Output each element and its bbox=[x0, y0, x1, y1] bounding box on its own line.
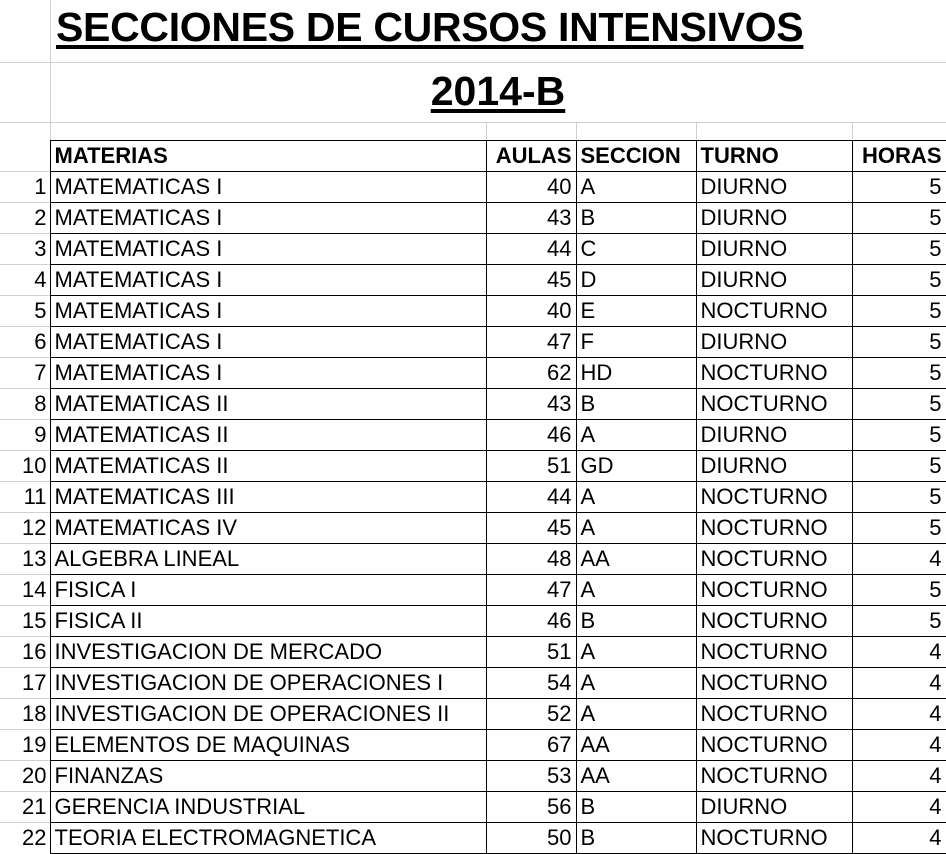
row-number: 19 bbox=[0, 730, 50, 761]
cell-horas: 5 bbox=[852, 265, 946, 296]
cell-seccion: A bbox=[576, 668, 696, 699]
page-subtitle: 2014-B bbox=[430, 68, 566, 114]
cell-seccion: E bbox=[576, 296, 696, 327]
cell-horas: 4 bbox=[852, 792, 946, 823]
row-number: 3 bbox=[0, 234, 50, 265]
cell-turno: NOCTURNO bbox=[696, 668, 852, 699]
cell-horas: 5 bbox=[852, 327, 946, 358]
cell-turno: DIURNO bbox=[696, 451, 852, 482]
cell-aula: 46 bbox=[486, 420, 576, 451]
cell-materia: MATEMATICAS I bbox=[50, 265, 486, 296]
cell-materia: ALGEBRA LINEAL bbox=[50, 544, 486, 575]
cell-horas: 5 bbox=[852, 203, 946, 234]
courses-table bbox=[0, 140, 946, 854]
cell-turno: NOCTURNO bbox=[696, 823, 852, 854]
cell-horas: 4 bbox=[852, 637, 946, 668]
table-header-row bbox=[0, 141, 946, 172]
cell-materia: FISICA II bbox=[50, 606, 486, 637]
cell-materia: MATEMATICAS III bbox=[50, 482, 486, 513]
row-number: 16 bbox=[0, 637, 50, 668]
table-row bbox=[0, 637, 946, 668]
cell-materia: INVESTIGACION DE OPERACIONES I bbox=[50, 668, 486, 699]
cell-aula: 44 bbox=[486, 234, 576, 265]
cell-horas: 5 bbox=[852, 172, 946, 203]
row-number: 6 bbox=[0, 327, 50, 358]
row-number-header bbox=[0, 141, 50, 172]
row-number: 9 bbox=[0, 420, 50, 451]
column-header-materias: MATERIAS bbox=[50, 141, 486, 172]
row-number: 20 bbox=[0, 761, 50, 792]
cell-turno: DIURNO bbox=[696, 172, 852, 203]
cell-aula: 43 bbox=[486, 203, 576, 234]
table-row bbox=[0, 668, 946, 699]
cell-horas: 5 bbox=[852, 234, 946, 265]
cell-aula: 46 bbox=[486, 606, 576, 637]
row-number: 17 bbox=[0, 668, 50, 699]
cell-horas: 5 bbox=[852, 575, 946, 606]
cell-materia: MATEMATICAS I bbox=[50, 172, 486, 203]
cell-materia: MATEMATICAS I bbox=[50, 358, 486, 389]
cell-aula: 45 bbox=[486, 265, 576, 296]
cell-horas: 4 bbox=[852, 699, 946, 730]
table-row bbox=[0, 389, 946, 420]
table-row bbox=[0, 358, 946, 389]
cell-turno: NOCTURNO bbox=[696, 575, 852, 606]
cell-turno: NOCTURNO bbox=[696, 606, 852, 637]
cell-seccion: F bbox=[576, 327, 696, 358]
cell-horas: 5 bbox=[852, 296, 946, 327]
cell-horas: 5 bbox=[852, 482, 946, 513]
cell-seccion: A bbox=[576, 575, 696, 606]
row-number: 11 bbox=[0, 482, 50, 513]
cell-turno: NOCTURNO bbox=[696, 482, 852, 513]
cell-aula: 62 bbox=[486, 358, 576, 389]
table-row bbox=[0, 575, 946, 606]
table-row bbox=[0, 327, 946, 358]
cell-horas: 5 bbox=[852, 420, 946, 451]
cell-materia: INVESTIGACION DE OPERACIONES II bbox=[50, 699, 486, 730]
table-row bbox=[0, 451, 946, 482]
cell-seccion: A bbox=[576, 699, 696, 730]
cell-turno: NOCTURNO bbox=[696, 761, 852, 792]
table-row bbox=[0, 761, 946, 792]
cell-materia: FISICA I bbox=[50, 575, 486, 606]
row-number: 2 bbox=[0, 203, 50, 234]
row-number: 21 bbox=[0, 792, 50, 823]
row-number: 8 bbox=[0, 389, 50, 420]
cell-horas: 5 bbox=[852, 513, 946, 544]
cell-aula: 51 bbox=[486, 451, 576, 482]
table-row bbox=[0, 699, 946, 730]
cell-aula: 53 bbox=[486, 761, 576, 792]
table-row bbox=[0, 234, 946, 265]
cell-turno: DIURNO bbox=[696, 265, 852, 296]
cell-materia: MATEMATICAS I bbox=[50, 203, 486, 234]
cell-turno: DIURNO bbox=[696, 420, 852, 451]
cell-seccion: A bbox=[576, 513, 696, 544]
cell-horas: 4 bbox=[852, 668, 946, 699]
cell-materia: GERENCIA INDUSTRIAL bbox=[50, 792, 486, 823]
cell-seccion: HD bbox=[576, 358, 696, 389]
cell-turno: NOCTURNO bbox=[696, 544, 852, 575]
cell-seccion: GD bbox=[576, 451, 696, 482]
cell-horas: 5 bbox=[852, 358, 946, 389]
cell-aula: 45 bbox=[486, 513, 576, 544]
cell-aula: 54 bbox=[486, 668, 576, 699]
cell-materia: MATEMATICAS II bbox=[50, 420, 486, 451]
cell-seccion: AA bbox=[576, 730, 696, 761]
cell-horas: 5 bbox=[852, 451, 946, 482]
table-row bbox=[0, 203, 946, 234]
table-row bbox=[0, 420, 946, 451]
cell-turno: NOCTURNO bbox=[696, 389, 852, 420]
cell-materia: FINANZAS bbox=[50, 761, 486, 792]
cell-aula: 51 bbox=[486, 637, 576, 668]
cell-seccion: A bbox=[576, 482, 696, 513]
cell-seccion: AA bbox=[576, 544, 696, 575]
row-number: 18 bbox=[0, 699, 50, 730]
cell-seccion: C bbox=[576, 234, 696, 265]
cell-turno: NOCTURNO bbox=[696, 637, 852, 668]
cell-materia: TEORIA ELECTROMAGNETICA bbox=[50, 823, 486, 854]
table-row bbox=[0, 606, 946, 637]
row-number: 7 bbox=[0, 358, 50, 389]
column-header-seccion: SECCION bbox=[576, 141, 696, 172]
row-number: 14 bbox=[0, 575, 50, 606]
cell-turno: NOCTURNO bbox=[696, 513, 852, 544]
cell-horas: 4 bbox=[852, 761, 946, 792]
blank-spacer-row bbox=[0, 122, 946, 140]
cell-seccion: A bbox=[576, 637, 696, 668]
row-number: 5 bbox=[0, 296, 50, 327]
table-row bbox=[0, 265, 946, 296]
table-row bbox=[0, 513, 946, 544]
cell-seccion: B bbox=[576, 823, 696, 854]
table-row bbox=[0, 823, 946, 854]
table-row bbox=[0, 172, 946, 203]
row-number: 4 bbox=[0, 265, 50, 296]
cell-materia: ELEMENTOS DE MAQUINAS bbox=[50, 730, 486, 761]
cell-materia: MATEMATICAS I bbox=[50, 234, 486, 265]
cell-materia: MATEMATICAS II bbox=[50, 451, 486, 482]
cell-aula: 52 bbox=[486, 699, 576, 730]
row-number: 13 bbox=[0, 544, 50, 575]
cell-turno: DIURNO bbox=[696, 203, 852, 234]
cell-horas: 4 bbox=[852, 544, 946, 575]
cell-aula: 56 bbox=[486, 792, 576, 823]
cell-aula: 47 bbox=[486, 575, 576, 606]
row-number: 1 bbox=[0, 172, 50, 203]
cell-seccion: B bbox=[576, 389, 696, 420]
cell-aula: 43 bbox=[486, 389, 576, 420]
page-title: SECCIONES DE CURSOS INTENSIVOS bbox=[56, 4, 804, 50]
cell-horas: 4 bbox=[852, 730, 946, 761]
row-number: 10 bbox=[0, 451, 50, 482]
cell-seccion: B bbox=[576, 606, 696, 637]
cell-seccion: A bbox=[576, 172, 696, 203]
cell-horas: 4 bbox=[852, 823, 946, 854]
cell-turno: NOCTURNO bbox=[696, 358, 852, 389]
cell-seccion: A bbox=[576, 420, 696, 451]
cell-aula: 50 bbox=[486, 823, 576, 854]
row-number: 15 bbox=[0, 606, 50, 637]
cell-materia: INVESTIGACION DE MERCADO bbox=[50, 637, 486, 668]
cell-seccion: D bbox=[576, 265, 696, 296]
cell-aula: 44 bbox=[486, 482, 576, 513]
table-row bbox=[0, 296, 946, 327]
cell-horas: 5 bbox=[852, 606, 946, 637]
table-row bbox=[0, 544, 946, 575]
cell-turno: DIURNO bbox=[696, 792, 852, 823]
row-number: 12 bbox=[0, 513, 50, 544]
cell-turno: DIURNO bbox=[696, 327, 852, 358]
table-row bbox=[0, 482, 946, 513]
cell-turno: NOCTURNO bbox=[696, 296, 852, 327]
cell-materia: MATEMATICAS I bbox=[50, 296, 486, 327]
cell-aula: 48 bbox=[486, 544, 576, 575]
column-header-horas: HORAS bbox=[852, 141, 946, 172]
cell-materia: MATEMATICAS IV bbox=[50, 513, 486, 544]
cell-turno: NOCTURNO bbox=[696, 730, 852, 761]
cell-materia: MATEMATICAS II bbox=[50, 389, 486, 420]
cell-turno: NOCTURNO bbox=[696, 699, 852, 730]
column-header-aulas: AULAS bbox=[486, 141, 576, 172]
cell-seccion: B bbox=[576, 792, 696, 823]
cell-turno: DIURNO bbox=[696, 234, 852, 265]
column-header-turno: TURNO bbox=[696, 141, 852, 172]
cell-materia: MATEMATICAS I bbox=[50, 327, 486, 358]
cell-aula: 67 bbox=[486, 730, 576, 761]
table-row bbox=[0, 792, 946, 823]
cell-seccion: AA bbox=[576, 761, 696, 792]
cell-aula: 40 bbox=[486, 296, 576, 327]
cell-aula: 40 bbox=[486, 172, 576, 203]
cell-seccion: B bbox=[576, 203, 696, 234]
row-number: 22 bbox=[0, 823, 50, 854]
cell-horas: 5 bbox=[852, 389, 946, 420]
cell-aula: 47 bbox=[486, 327, 576, 358]
table-row bbox=[0, 730, 946, 761]
